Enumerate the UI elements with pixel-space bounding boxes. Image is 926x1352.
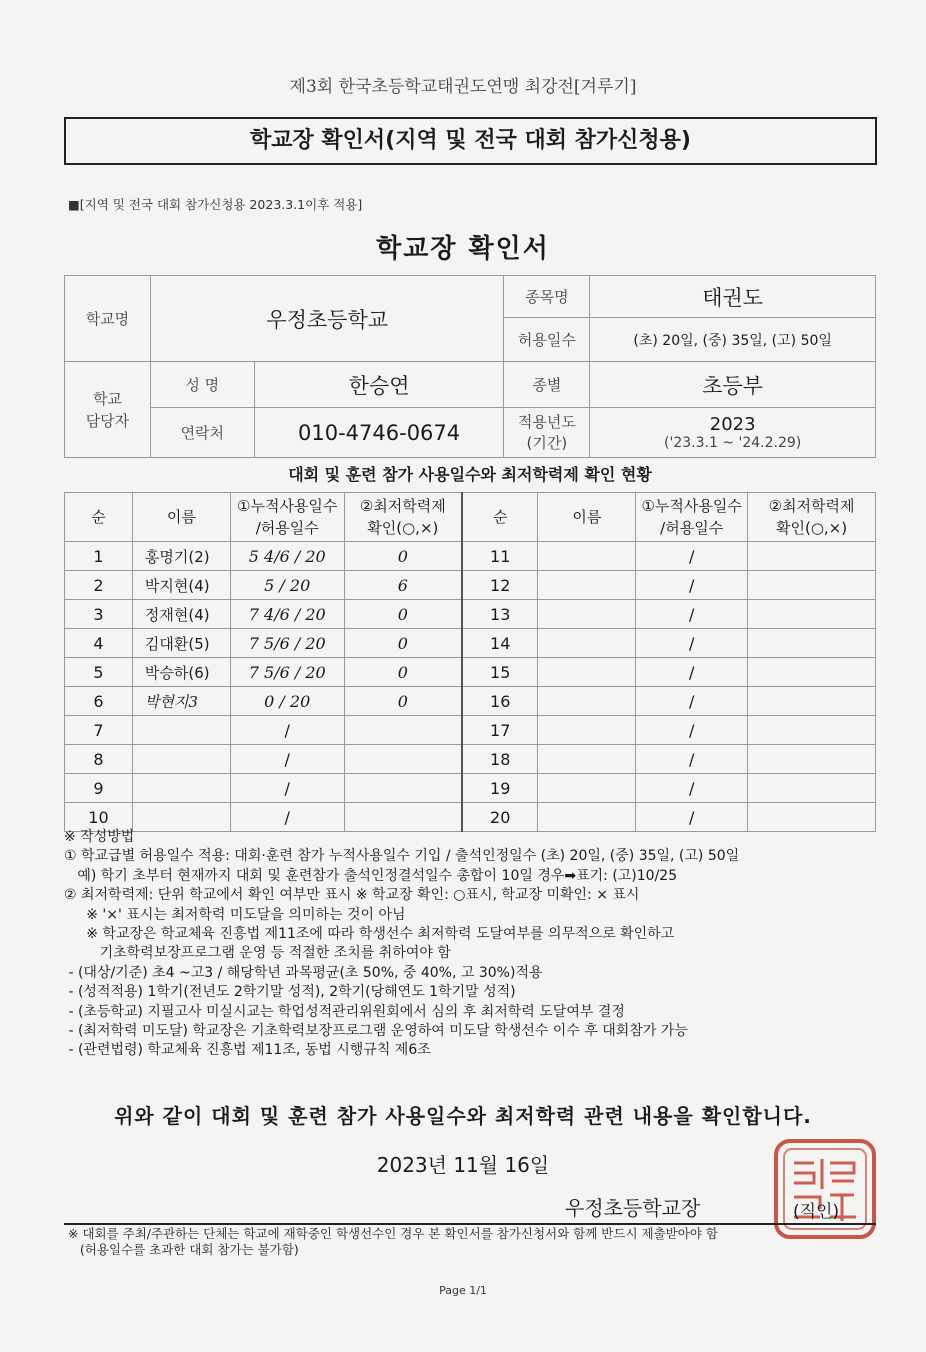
header-no: 순	[65, 493, 133, 542]
instruction-line: ① 학교급별 허용일수 적용: 대회·훈련 참가 누적사용일수 기입 / 출석인정일수 (초) 20일, (중) 35일, (고) 50일	[64, 848, 740, 865]
issue-date: 2023년 11월 16일	[376, 1153, 550, 1177]
row-days-2: /	[636, 687, 748, 716]
row-days-2: /	[636, 658, 748, 687]
table-row	[65, 716, 876, 745]
year-label: 적용년도 (기간)	[504, 408, 590, 458]
school-label: 학교명	[65, 276, 151, 362]
row-name-2	[538, 542, 636, 571]
row-no: 9	[65, 774, 133, 803]
row-no: 7	[65, 716, 133, 745]
row-min-2	[748, 658, 876, 687]
confirmation-statement: 위와 같이 대회 및 훈련 참가 사용일수와 최저학력 관련 내용을 확인합니다.	[114, 1104, 812, 1128]
row-min-2	[748, 629, 876, 658]
year-period: ('23.3.1 ~ '24.2.29)	[664, 435, 802, 451]
instruction-line: 기초학력보장프로그램 운영 등 적절한 조치를 취하여야 함	[64, 945, 451, 962]
table-row	[65, 542, 876, 571]
row-days: 0 / 20	[230, 687, 344, 716]
table-row	[65, 687, 876, 716]
row-days-2: /	[636, 542, 748, 571]
row-min: 0	[344, 687, 462, 716]
footnote	[68, 1226, 878, 1258]
row-days-2: /	[636, 600, 748, 629]
division-label: 종별	[504, 362, 590, 408]
contact-label: 연락처	[150, 408, 254, 458]
row-days-2: /	[636, 571, 748, 600]
instruction-line: - (관련법령) 학교체육 진흥법 제11조, 동법 시행규칙 제6조	[64, 1042, 431, 1059]
row-name: 김대환(5)	[132, 629, 230, 658]
principal-name: 우정초등학교장	[565, 1196, 701, 1220]
name-label: 성 명	[150, 362, 254, 408]
row-no-2: 19	[462, 774, 538, 803]
row-no-2: 20	[462, 803, 538, 832]
row-name: 박지현(4)	[132, 571, 230, 600]
row-name-2	[538, 687, 636, 716]
row-name: 정재현(4)	[132, 600, 230, 629]
row-no-2: 16	[462, 687, 538, 716]
table-row	[65, 774, 876, 803]
row-name-2	[538, 774, 636, 803]
header-min: ②최저학력제 확인(○,×)	[344, 493, 462, 542]
row-no-2: 13	[462, 600, 538, 629]
row-min: 0	[344, 542, 462, 571]
row-no-2: 11	[462, 542, 538, 571]
instruction-line: ※ 학교장은 학교체육 진흥법 제11조에 따라 학생선수 최저학력 도달여부를 의무적으로 확인하고	[64, 926, 675, 943]
row-name-2	[538, 571, 636, 600]
row-min: 0	[344, 658, 462, 687]
table-row	[65, 745, 876, 774]
section-title: 대회 및 훈련 참가 사용일수와 최저학력제 확인 현황	[288, 465, 652, 484]
row-name	[132, 745, 230, 774]
instruction-line: ② 최저학력제: 단위 학교에서 확인 여부만 표시 ※ 학교장 확인: ○표시, 학교장 미확인: × 표시	[64, 887, 640, 904]
row-min-2	[748, 745, 876, 774]
row-days: 5 / 20	[230, 571, 344, 600]
allowed-days-value: (초) 20일, (중) 35일, (고) 50일	[590, 318, 876, 362]
row-no: 2	[65, 571, 133, 600]
row-days: /	[230, 774, 344, 803]
row-min-2	[748, 716, 876, 745]
sport-label: 종목명	[504, 276, 590, 318]
row-days-2: /	[636, 774, 748, 803]
row-no: 10	[65, 803, 133, 832]
name-value: 한승연	[254, 362, 504, 408]
row-no-2: 12	[462, 571, 538, 600]
instruction-line: ※ 작성방법	[64, 829, 135, 845]
row-days-2: /	[636, 629, 748, 658]
row-min-2	[748, 571, 876, 600]
row-no: 3	[65, 600, 133, 629]
footnote-line-2: (허용일수를 초과한 대회 참가는 불가함)	[68, 1242, 299, 1257]
row-name: 박현지3	[132, 687, 230, 716]
instruction-line: ※ '×' 표시는 최저학력 미도달을 의미하는 것이 아님	[64, 906, 406, 923]
allowed-days-label: 허용일수	[504, 318, 590, 362]
row-min-2	[748, 774, 876, 803]
row-days: 7 5/6 / 20	[230, 658, 344, 687]
row-name-2	[538, 629, 636, 658]
school-info-table	[64, 275, 876, 458]
table-row	[65, 629, 876, 658]
top-title: 제3회 한국초등학교태권도연맹 최강전[겨루기]	[289, 77, 637, 97]
footnote-divider	[64, 1223, 876, 1225]
row-no-2: 15	[462, 658, 538, 687]
row-min	[344, 745, 462, 774]
header-min-2: ②최저학력제 확인(○,×)	[748, 493, 876, 542]
row-no: 8	[65, 745, 133, 774]
usage-table	[64, 492, 876, 832]
row-min: 0	[344, 600, 462, 629]
year-cell	[590, 408, 876, 458]
row-name-2	[538, 600, 636, 629]
instruction-line: - (최저학력 미도달) 학교장은 기초학력보장프로그램 운영하여 미도달 학생선수 이수 후 대회참가 가능	[64, 1023, 688, 1040]
header-name-2: 이름	[538, 493, 636, 542]
row-min-2	[748, 542, 876, 571]
row-days-2: /	[636, 716, 748, 745]
row-name-2	[538, 658, 636, 687]
seal-label: (직인)	[793, 1202, 840, 1222]
applicability-note: ■[지역 및 전국 대회 참가신청용 2023.3.1이후 적용]	[68, 197, 363, 212]
school-value: 우정초등학교	[150, 276, 504, 362]
writing-instructions	[64, 828, 876, 1061]
header-days: ①누적사용일수 /허용일수	[230, 493, 344, 542]
row-name-2	[538, 745, 636, 774]
document-title: 학교장 확인서	[376, 234, 550, 264]
row-no-2: 18	[462, 745, 538, 774]
row-name	[132, 716, 230, 745]
row-days: 5 4/6 / 20	[230, 542, 344, 571]
row-days: /	[230, 716, 344, 745]
row-no: 4	[65, 629, 133, 658]
row-min-2	[748, 687, 876, 716]
header-name: 이름	[132, 493, 230, 542]
row-days-2: /	[636, 745, 748, 774]
row-min: 0	[344, 629, 462, 658]
row-no: 1	[65, 542, 133, 571]
page-number: Page 1/1	[439, 1284, 487, 1297]
table-row	[65, 658, 876, 687]
table-row	[65, 571, 876, 600]
table-row	[65, 600, 876, 629]
sport-value: 태권도	[590, 276, 876, 318]
row-name	[132, 774, 230, 803]
instruction-line: 예) 학기 초부터 현재까지 대회 및 훈련참가 출석인정결석일수 총합이 10일 경우➡표기: (고)10/25	[64, 867, 678, 884]
row-days-2: /	[636, 803, 748, 832]
contact-value: 010-4746-0674	[254, 408, 504, 458]
instruction-line: - (초등학교) 지필고사 미실시교는 학업성적관리위원회에서 심의 후 최저학력 도달여부 결정	[64, 1003, 625, 1020]
row-days: /	[230, 745, 344, 774]
row-min	[344, 774, 462, 803]
row-min-2	[748, 600, 876, 629]
row-no-2: 14	[462, 629, 538, 658]
year-value: 2023	[709, 414, 756, 435]
row-days: /	[230, 803, 344, 832]
row-no-2: 17	[462, 716, 538, 745]
row-days: 7 5/6 / 20	[230, 629, 344, 658]
manager-label: 학교 담당자	[65, 362, 151, 458]
row-min: 6	[344, 571, 462, 600]
row-no: 5	[65, 658, 133, 687]
row-name: 박승하(6)	[132, 658, 230, 687]
row-name: 홍명기(2)	[132, 542, 230, 571]
header-no-2: 순	[462, 493, 538, 542]
box-title: 학교장 확인서(지역 및 전국 대회 참가신청용)	[64, 117, 877, 165]
row-no: 6	[65, 687, 133, 716]
header-days-2: ①누적사용일수 /허용일수	[636, 493, 748, 542]
instruction-line: - (대상/기준) 초4 ~고3 / 해당학년 과목평균(초 50%, 중 40%, 고 30%)적용	[64, 964, 543, 981]
footnote-line-1: ※ 대회를 주최/주관하는 단체는 학교에 재학중인 학생선수인 경우 본 확인서를 참가신청서와 함께 반드시 제출받아야 함	[68, 1226, 718, 1241]
row-name-2	[538, 716, 636, 745]
division-value: 초등부	[590, 362, 876, 408]
row-days: 7 4/6 / 20	[230, 600, 344, 629]
instruction-line: - (성적적용) 1학기(전년도 2학기말 성적), 2학기(당해연도 1학기말 성적)	[64, 984, 516, 1001]
row-min	[344, 716, 462, 745]
